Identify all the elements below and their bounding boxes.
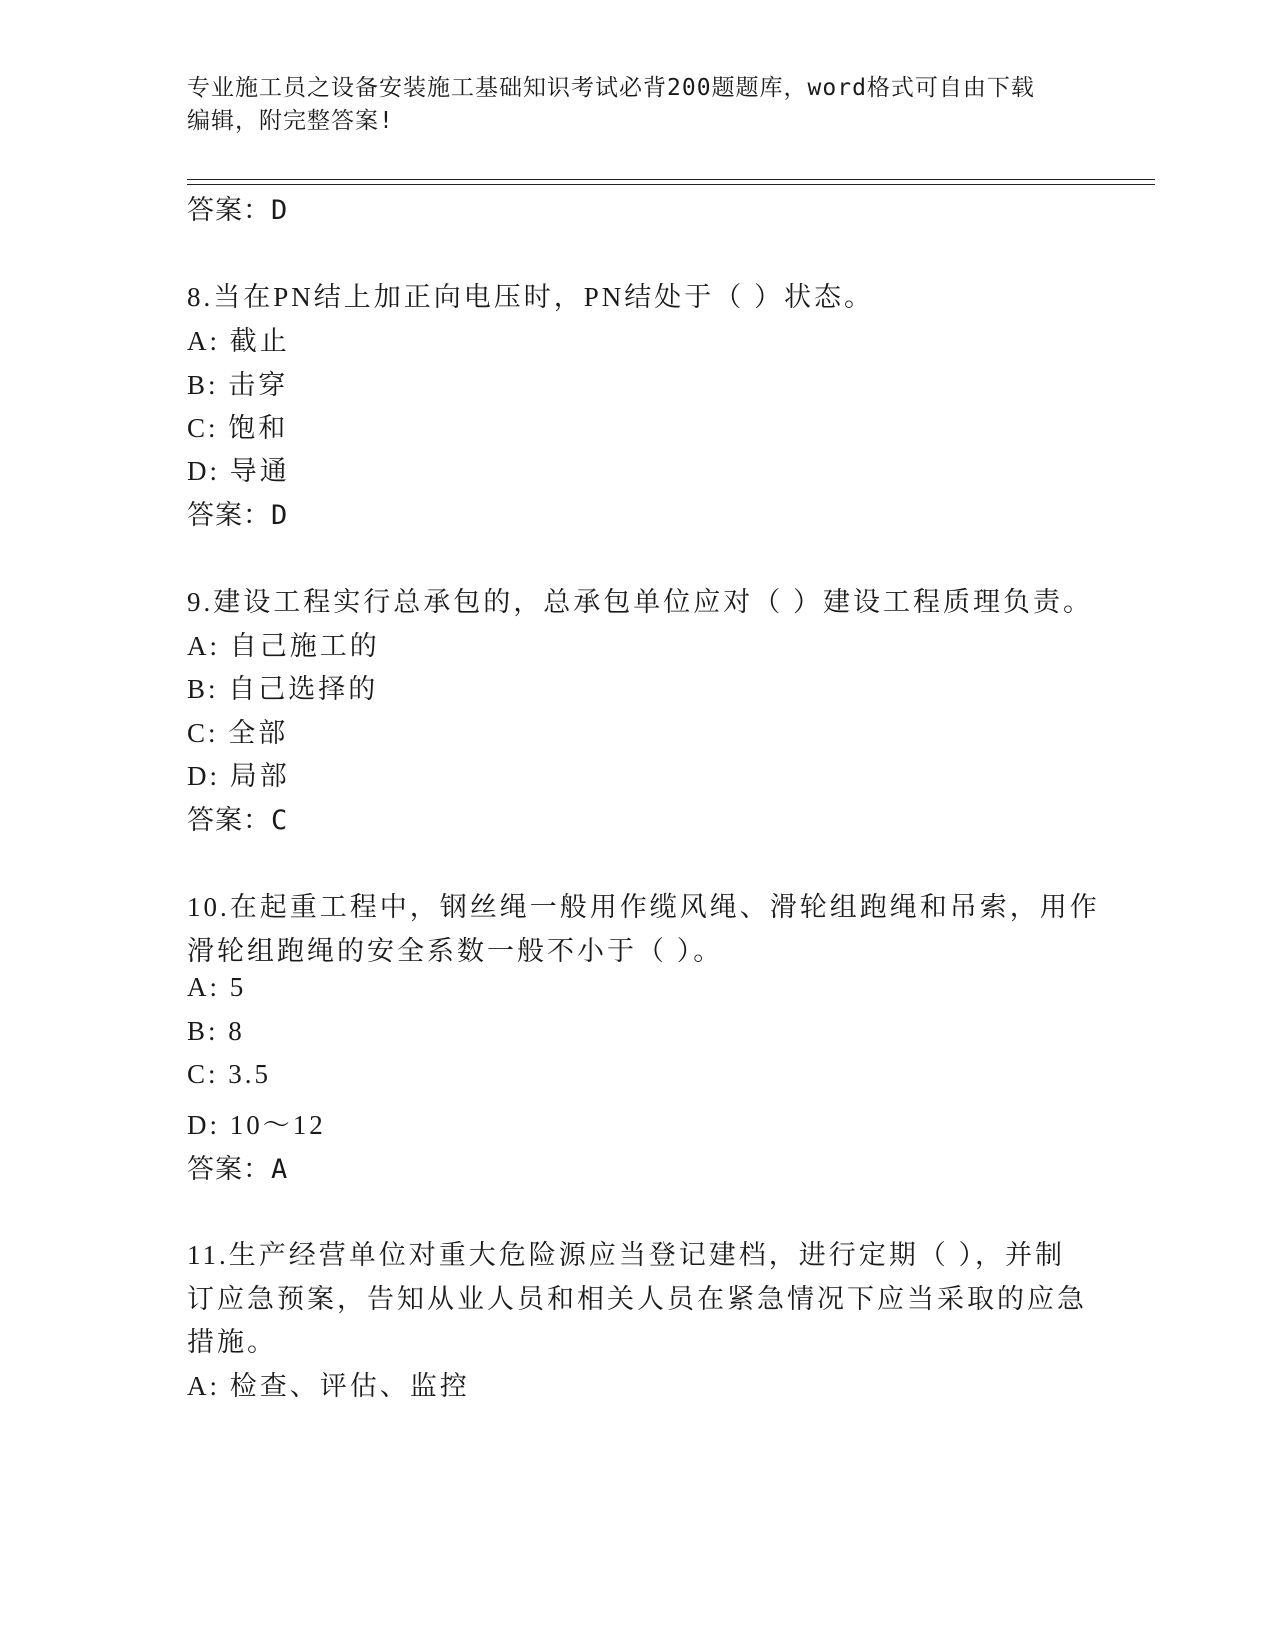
- previous-answer: 答案：D: [187, 195, 289, 226]
- question-9-option-a: A: 自己施工的: [187, 631, 380, 661]
- question-10-answer: 答案：A: [187, 1154, 289, 1185]
- question-11-text-line-3: 措施。: [187, 1327, 277, 1357]
- question-10-option-c: C: 3.5: [187, 1059, 272, 1089]
- question-10-option-b: B: 8: [187, 1016, 245, 1046]
- question-8-option-b: B: 击穿: [187, 370, 289, 400]
- question-8-option-a: A: 截止: [187, 326, 290, 356]
- question-9-option-b: B: 自己选择的: [187, 674, 379, 704]
- question-11-text-line-1: 11.生产经营单位对重大危险源应当登记建档，进行定期（ ），并制: [187, 1240, 1065, 1270]
- question-9-option-c: C: 全部: [187, 718, 289, 748]
- question-8-option-d: D: 导通: [187, 456, 290, 486]
- question-8-text: 8.当在PN结上加正向电压时，PN结处于（ ）状态。: [187, 282, 875, 312]
- header-divider-bottom: [187, 184, 1155, 185]
- question-11-text-line-2: 订应急预案，告知从业人员和相关人员在紧急情况下应当采取的应急: [187, 1284, 1087, 1314]
- question-11-option-a: A: 检查、评估、监控: [187, 1371, 470, 1401]
- question-10-text-line-1: 10.在起重工程中，钢丝绳一般用作缆风绳、滑轮组跑绳和吊索，用作: [187, 892, 1100, 922]
- question-10-option-d: D: 10～12: [187, 1110, 326, 1140]
- question-8-answer: 答案：D: [187, 500, 289, 531]
- question-9-text: 9.建设工程实行总承包的，总承包单位应对（ ）建设工程质理负责。: [187, 587, 1093, 617]
- question-10-option-a: A: 5: [187, 972, 247, 1002]
- header-line-2: 编辑，附完整答案!: [187, 108, 394, 134]
- header-line-1: 专业施工员之设备安装施工基础知识考试必背200题题库，word格式可自由下载: [187, 75, 1035, 101]
- question-10-text-line-2: 滑轮组跑绳的安全系数一般不小于（ ）。: [187, 936, 724, 966]
- document-header: [187, 72, 1087, 138]
- question-8-option-c: C: 饱和: [187, 413, 289, 443]
- question-9-option-d: D: 局部: [187, 761, 290, 791]
- question-9-answer: 答案：C: [187, 805, 289, 836]
- header-divider-top: [187, 179, 1155, 180]
